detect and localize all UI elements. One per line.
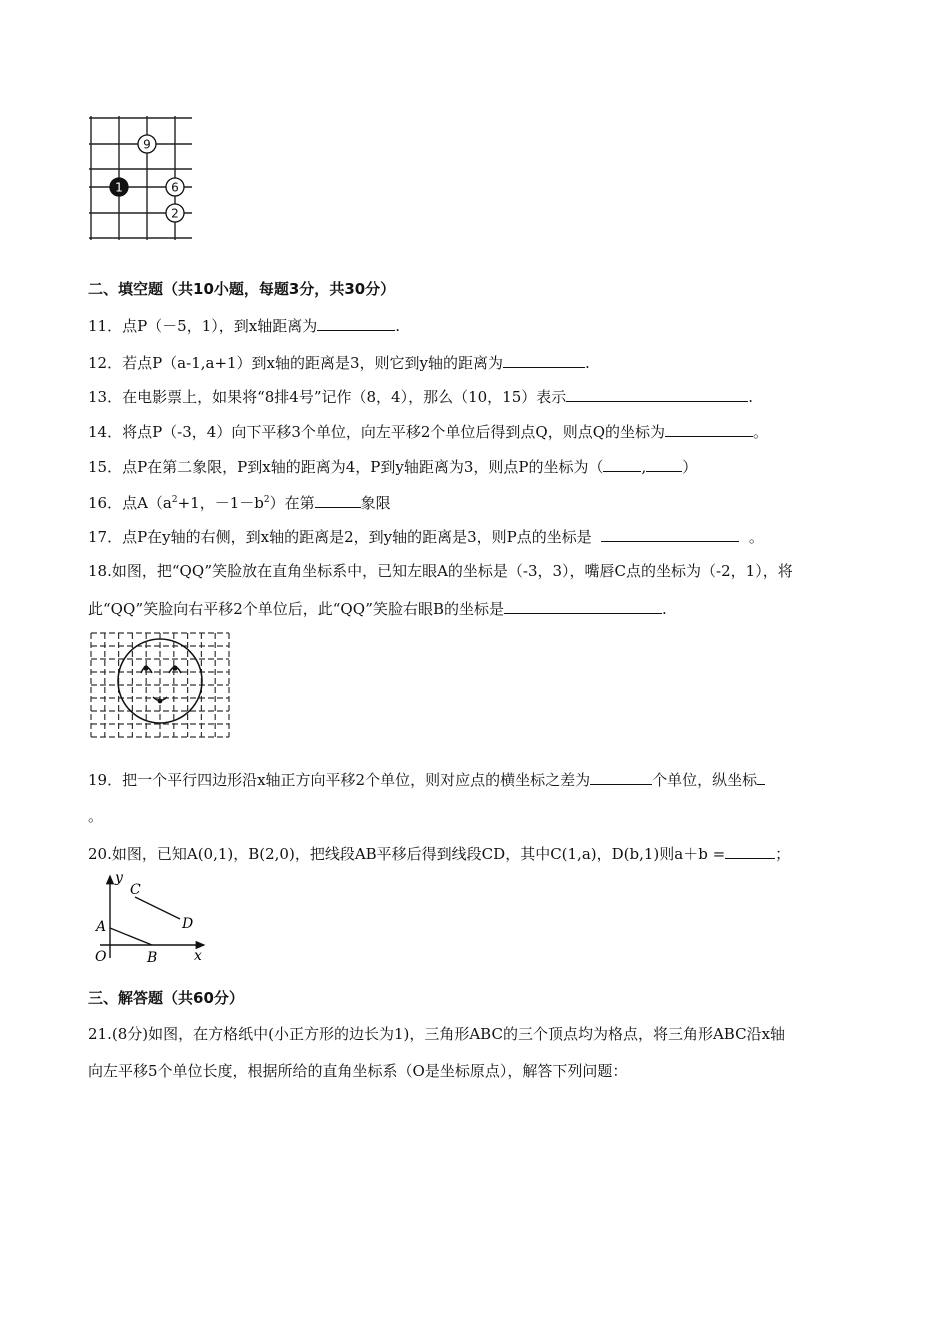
answer-blank-20[interactable] [725,843,775,859]
answer-blank-15b[interactable] [646,456,682,472]
answer-blank-12[interactable] [503,352,585,368]
answer-blank-14[interactable] [665,421,753,437]
section3-heading: 三、解答题（共60分） [88,989,244,1007]
question-14: 14．将点P（-3，4）向下平移3个单位，向左平移2个单位后得到点Q，则点Q的坐标为 。 [88,423,769,441]
segment-cd [135,897,180,919]
question-13: 13．在电影票上，如果将“8排4号”记作（8，4），那么（10，15）表示 . [88,388,754,406]
qq-smiley-figure [89,631,231,739]
question-19: 19．把一个平行四边形沿x轴正方向平移2个单位，则对应点的横坐标之差为 个单位，纵坐标 [88,769,765,790]
segment-ab [110,928,152,945]
answer-blank-17[interactable] [601,526,739,542]
question-18-line2: 此“QQ”笑脸向右平移2个单位后，此“QQ”笑脸右眼B的坐标是 . [88,600,667,618]
answer-blank-13[interactable] [566,386,748,402]
label-a: A [96,919,107,935]
qq-right-eye [172,665,177,670]
answer-blank-11[interactable] [317,315,395,331]
qq-left-eye [143,665,148,670]
question-16: 16．点$A(a^2+1$，$-1-b^2$）在第 象限 [88,494,391,512]
label-b: B [147,950,158,966]
question-15: 15．点P在第二象限，P到x轴的距离为4，P到y轴距离为3，则点P的坐标为（ , ） [88,458,698,476]
go-stone-label: 1 [115,180,123,195]
question-20: 20.如图，已知A(0,1)，B(2,0)，把线段AB平移后得到线段CD，其中C(1,a)，D(b,1)则a＋b = ； [88,845,791,863]
answer-blank-18[interactable] [504,598,662,614]
question-17: 17．点P在y轴的右侧，到x轴的距离是2，到y轴的距离是3，则P点的坐标是 。 [88,528,764,546]
label-x: x [194,948,202,964]
answer-blank-16[interactable] [315,492,361,508]
go-stone-label: 9 [143,137,151,152]
question-21-line1: 21.(8分)如图，在方格纸中(小正方形的边长为1)，三角形ABC的三个顶点均为格点，将三角形ABC沿x轴 [88,1025,786,1043]
qq-lip-point [158,699,163,704]
question-11: 11．点P（－5，1），到x轴距离为 . [88,317,401,335]
label-y: y [115,870,123,886]
section2-heading: 二、填空题（共10小题，每题3分，共30分） [88,280,396,298]
label-c: C [130,882,141,898]
go-board-figure [88,114,198,242]
question-12: 12．若点P（a-1,a+1）到x轴的距离是3，则它到y轴的距离为 . [88,354,590,372]
label-o: O [95,949,107,965]
go-stone-label: 2 [171,206,179,221]
answer-blank-19b[interactable] [757,769,765,785]
question-18-line1: 18.如图，把“QQ”笑脸放在直角坐标系中，已知左眼A的坐标是（-3，3），嘴唇C点的坐标为（-2，1），将 [88,562,793,580]
answer-blank-19a[interactable] [590,769,652,785]
go-stone-label: 6 [171,180,179,195]
question-21-line2: 向左平移5个单位长度，根据所给的直角坐标系（O是坐标原点），解答下列问题： [88,1062,628,1080]
label-d: D [182,916,194,932]
question-19-continued: 。 [88,807,104,825]
answer-blank-15a[interactable] [603,456,641,472]
segment-translation-figure [90,870,220,966]
